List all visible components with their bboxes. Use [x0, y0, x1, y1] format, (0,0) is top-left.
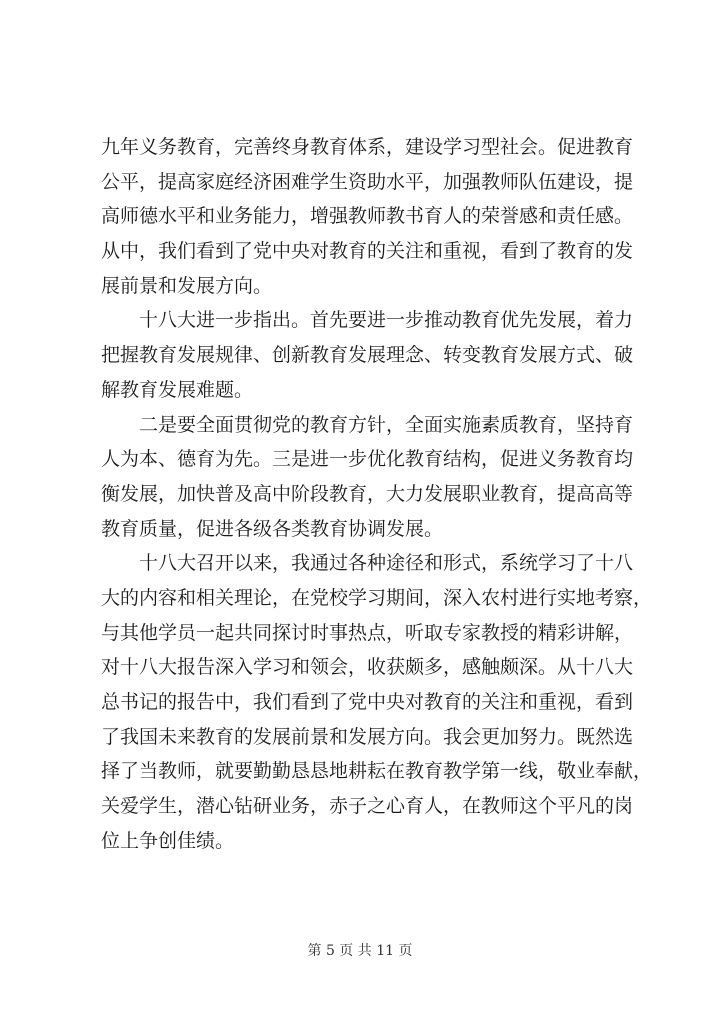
text-line: 把握教育发展规律、创新教育发展理念、转变教育发展方式、破	[101, 344, 634, 367]
text-line: 解教育发展难题。	[101, 378, 254, 401]
text-line: 择了当教师，就要勤勤恳恳地耕耘在教育教学第一线，敬业奉献，	[101, 760, 653, 783]
text-line: 高师德水平和业务能力，增强教师教书育人的荣誉感和责任感。	[101, 205, 634, 228]
text-line: 与其他学员一起共同探讨时事热点，听取专家教授的精彩讲解，	[101, 621, 634, 644]
body-text	[101, 130, 653, 858]
text-line: 九年义务教育，完善终身教育体系，建设学习型社会。促进教育	[101, 136, 634, 158]
text-line: 教育质量，促进各级各类教育协调发展。	[101, 517, 444, 540]
text-line: 总书记的报告中，我们看到了党中央对教育的关注和重视，看到	[101, 691, 634, 713]
page-footer: 第 5 页 共 11 页	[307, 943, 413, 959]
text-line: 了我国未来教育的发展前景和发展方向。我会更加努力。既然选	[101, 725, 634, 748]
text-line: 展前景和发展方向。	[101, 274, 273, 297]
text-line: 大的内容和相关理论，在党校学习期间，深入农村进行实地考察，	[101, 586, 653, 609]
text-line: 衡发展，加快普及高中阶段教育，大力发展职业教育，提高高等	[101, 482, 634, 505]
text-line: 对十八大报告深入学习和领会，收获颇多，感触颇深。从十八大	[101, 656, 634, 679]
text-line: 二是要全面贯彻党的教育方针，全面实施素质教育，坚持育	[139, 413, 634, 436]
text-line: 从中，我们看到了党中央对教育的关注和重视，看到了教育的发	[101, 240, 634, 263]
text-line: 位上争创佳绩。	[101, 829, 235, 852]
text-line: 公平，提高家庭经济困难学生资助水平，加强教师队伍建设，提	[101, 170, 634, 193]
text-line: 十八大召开以来，我通过各种途径和形式，系统学习了十八	[139, 552, 634, 575]
text-line: 人为本、德育为先。三是进一步优化教育结构，促进义务教育均	[101, 448, 634, 471]
text-line: 十八大进一步指出。首先要进一步推动教育优先发展，着力	[139, 309, 634, 332]
text-line: 关爱学生，潜心钻研业务，赤子之心育人，在教师这个平凡的岗	[101, 795, 634, 818]
